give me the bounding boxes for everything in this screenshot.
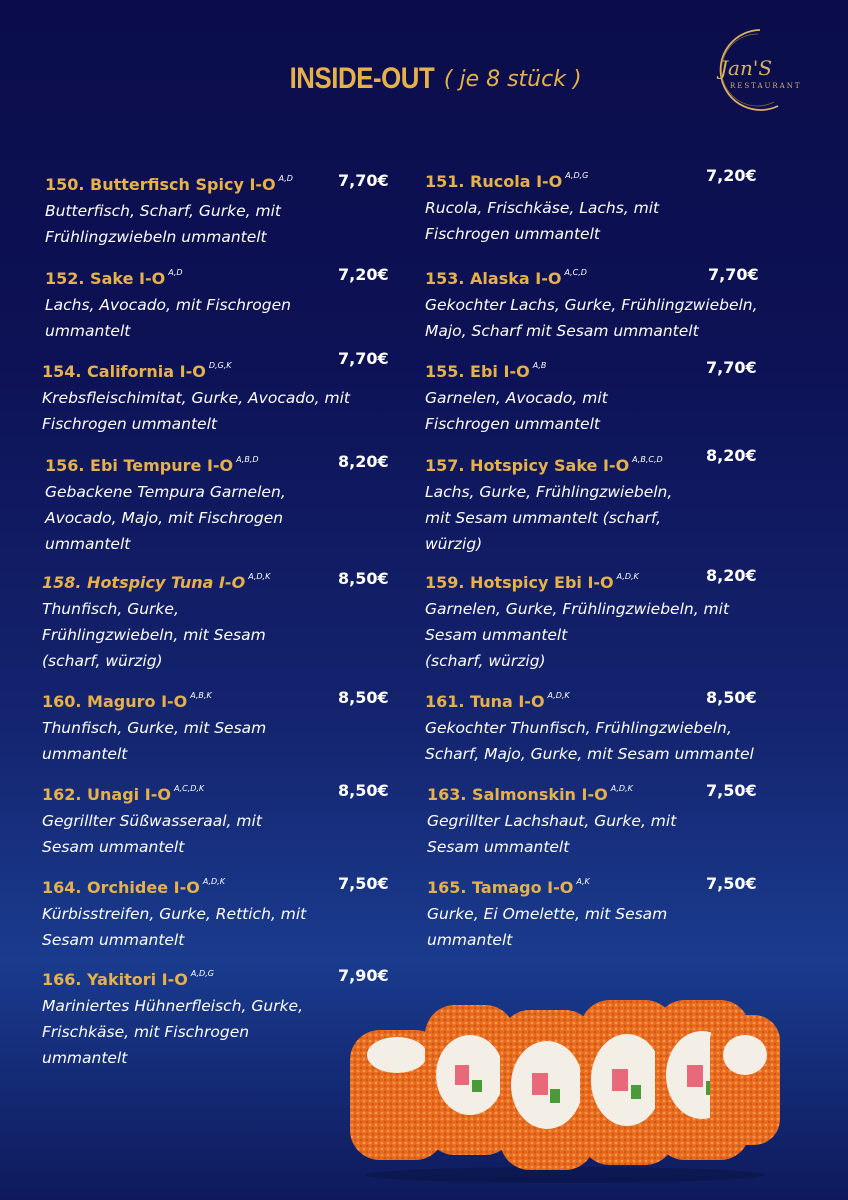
menu-item [42, 779, 262, 860]
item-description: Gegrillter Lachshaut, Gurke, mit Sesam ummantelt [427, 812, 677, 856]
item-description: Rucola, Frischkäse, Lachs, mit Fischrogen ummantelt [425, 199, 660, 243]
menu-item [42, 964, 303, 1071]
sushi-rolls-image [350, 985, 780, 1185]
logo-subtitle: RESTAURANT [730, 82, 802, 90]
item-price: 7,20€ [338, 265, 389, 284]
item-description: Thunfisch, Gurke, mit Sesam ummantelt [42, 719, 267, 763]
item-description: Gekochter Lachs, Gurke, Frühlingzwiebeln, Majo, Scharf mit Sesam ummantelt [425, 296, 758, 340]
item-description: Gurke, Ei Omelette, mit Sesam ummantelt [427, 905, 668, 949]
item-price: 8,50€ [338, 781, 389, 800]
item-name: 156. Ebi Tempure I-O $^{A,B,D}$ [45, 455, 259, 475]
item-price: 7,50€ [706, 874, 757, 893]
item-name: 163. Salmonskin I-O $^{A,D,K}$ [427, 784, 633, 804]
item-description: Gegrillter Süßwasseraal, mit Sesam ummantelt [42, 812, 262, 856]
item-name: 162. Unagi I-O $^{A,C,D,K}$ [42, 784, 205, 804]
restaurant-logo [698, 22, 818, 112]
item-price: 7,70€ [338, 171, 389, 190]
item-name: 157. Hotspicy Sake I-O $^{A,B,C,D}$ [425, 455, 663, 475]
page-subtitle: ( je 8 stück ) [443, 66, 582, 92]
item-description: Kürbisstreifen, Gurke, Rettich, mit Sesam ummantelt [42, 905, 307, 949]
menu-item [425, 686, 754, 767]
menu-item [425, 356, 608, 437]
item-name: 161. Tuna I-O $^{A,D,K}$ [425, 691, 570, 711]
menu-item [425, 166, 659, 247]
item-name: 152. Sake I-O $^{A,D}$ [45, 268, 183, 288]
item-allergens: A,C,D [564, 268, 587, 277]
logo-name: Jan'S [720, 56, 773, 80]
item-allergens: A,D,K [547, 691, 570, 700]
item-name: 153. Alaska I-O $^{A,C,D}$ [425, 268, 587, 288]
item-price: 7,50€ [706, 781, 757, 800]
item-name: 160. Maguro I-O $^{A,B,K}$ [42, 691, 212, 711]
item-allergens: A,D [278, 174, 293, 183]
item-price: 8,20€ [706, 566, 757, 585]
item-price: 8,20€ [338, 452, 389, 471]
item-name: 159. Hotspicy Ebi I-O $^{A,D,K}$ [425, 572, 639, 592]
item-name: 155. Ebi I-O $^{A,B}$ [425, 361, 547, 381]
item-description: Thunfisch, Gurke, Frühlingzwiebeln, mit Sesam (scharf, würzig) [42, 600, 266, 670]
item-description: Gekochter Thunfisch, Frühlingzwiebeln, Scharf, Majo, Gurke, mit Sesam ummantel [425, 719, 754, 763]
item-allergens: A,D,G [190, 969, 214, 978]
menu-item [42, 872, 306, 953]
item-allergens: A,B,C,D [632, 455, 663, 464]
item-allergens: A,B,D [236, 455, 259, 464]
item-description: Lachs, Gurke, Frühlingzwiebeln, mit Sesam ummantelt (scharf, würzig) [425, 483, 673, 553]
menu-item [427, 779, 676, 860]
item-price: 7,70€ [708, 265, 759, 284]
menu-item [45, 169, 293, 250]
item-price: 8,50€ [338, 688, 389, 707]
menu-item [45, 263, 291, 344]
item-name: 151. Rucola I-O $^{A,D,G}$ [425, 171, 589, 191]
item-price: 7,50€ [338, 874, 389, 893]
item-description: Mariniertes Hühnerfleisch, Gurke, Frischkäse, mit Fischrogen ummantelt [42, 997, 304, 1067]
item-allergens: A,B [532, 361, 547, 370]
item-name: 150. Butterfisch Spicy I-O $^{A,D}$ [45, 174, 293, 194]
item-name: 166. Yakitori I-O $^{A,D,G}$ [42, 969, 214, 989]
item-allergens: A,B,K [190, 691, 212, 700]
item-description: Butterfisch, Scharf, Gurke, mit Frühlingzwiebeln ummantelt [45, 202, 281, 246]
item-name: 164. Orchidee I-O $^{A,D,K}$ [42, 877, 225, 897]
menu-item [425, 567, 729, 674]
item-name: 158. Hotspicy Tuna I-O $^{A,D,K}$ [42, 572, 271, 592]
item-price: 8,20€ [706, 446, 757, 465]
item-price: 7,90€ [338, 966, 389, 985]
item-price: 7,70€ [706, 358, 757, 377]
item-description: Garnelen, Gurke, Frühlingzwiebeln, mit Sesam ummantelt (scharf, würzig) [425, 600, 730, 670]
item-allergens: A,C,D,K [173, 784, 205, 793]
item-price: 8,50€ [706, 688, 757, 707]
item-allergens: D,G,K [208, 361, 232, 370]
item-name: 165. Tamago I-O $^{A,K}$ [427, 877, 590, 897]
item-description: Garnelen, Avocado, mit Fischrogen ummantelt [425, 389, 608, 433]
item-name: 154. California I-O $^{D,G,K}$ [42, 361, 232, 381]
menu-item [42, 567, 270, 674]
item-allergens: A,D,K [248, 572, 271, 581]
menu-item [42, 686, 266, 767]
menu-item [45, 450, 286, 557]
menu-item [425, 450, 672, 557]
item-allergens: A,D,K [616, 572, 639, 581]
item-price: 7,70€ [338, 349, 389, 368]
item-description: Krebsfleischimitat, Gurke, Avocado, mit Fischrogen ummantelt [42, 389, 350, 433]
item-description: Gebackene Tempura Garnelen, Avocado, Majo, mit Fischrogen ummantelt [45, 483, 286, 553]
item-price: 7,20€ [706, 166, 757, 185]
item-allergens: A,D,G [565, 171, 589, 180]
menu-item [42, 356, 350, 437]
item-price: 8,50€ [338, 569, 389, 588]
item-allergens: A,K [576, 877, 590, 886]
item-allergens: A,D,K [610, 784, 633, 793]
item-allergens: A,D,K [202, 877, 225, 886]
item-allergens: A,D [168, 268, 183, 277]
item-description: Lachs, Avocado, mit Fischrogen ummantelt [45, 296, 291, 340]
page-title: INSIDE-OUT [290, 62, 435, 95]
menu-item [427, 872, 667, 953]
